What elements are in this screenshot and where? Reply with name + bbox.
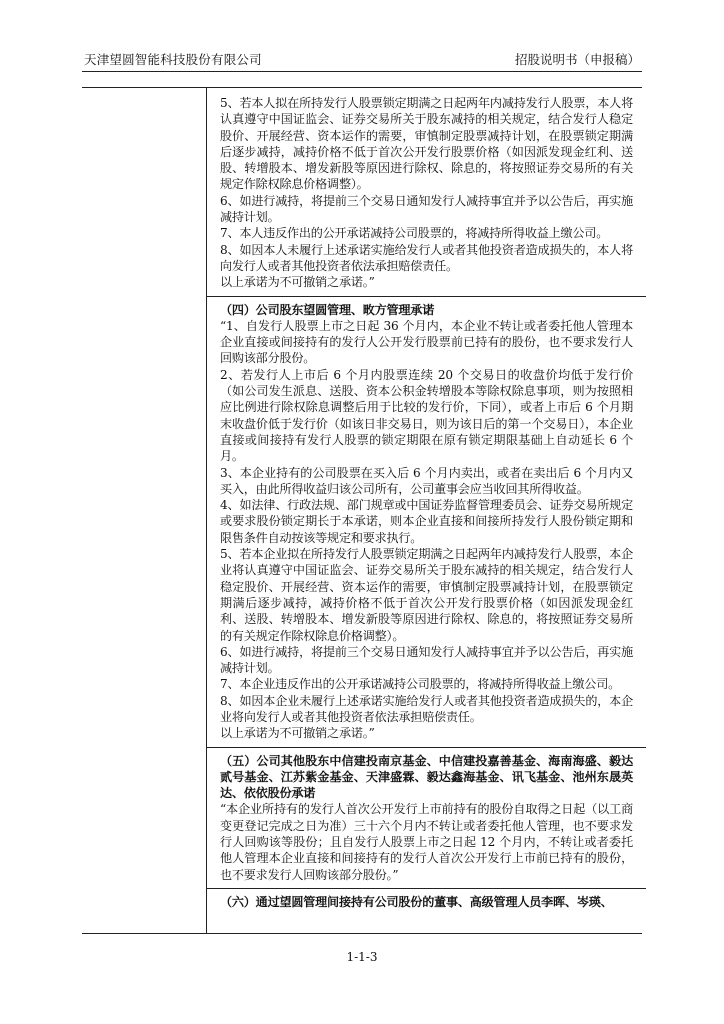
paragraph: 6、如进行减持，将提前三个交易日通知发行人减持事宜并予以公告后，再实施减持计划。 xyxy=(220,644,633,676)
header-rule xyxy=(82,71,642,72)
paragraph: 8、如因本人未履行上述承诺实施给发行人或者其他投资者造成损失的，本人将向发行人或者其他投资者依法承担赔偿责任。 xyxy=(220,242,633,273)
paragraph: 5、若本企业拟在所持发行人股票锁定期满之日起两年内减持发行人股票，本企业将认真遵守中国证监会、证券交易所关于股东减持的相关规定，结合发行人稳定股价、开展经营、资本运作的需要，审慎制定股票减持计划，在股票锁定期满后逐步减持，减持价格不低于首次公开发行股票价格（如因派发现金红利、送股、转增股本、增发新股等原因进行除权、除息的，将按照证券交易所的有关规定作除权除息价格调整）。 xyxy=(220,547,633,643)
paragraph: “1、自发行人股票上市之日起 36 个月内，本企业不转让或者委托他人管理本企业直接或间接持有的发行人公开发行股票前已持有的股份，也不要求发行人回购该部分股份。 xyxy=(220,318,633,366)
column-divider xyxy=(206,88,207,933)
paragraph: 7、本企业违反作出的公开承诺减持公司股票的，将减持所得收益上缴公司。 xyxy=(220,677,620,692)
commitment-block-other-shareholders xyxy=(220,753,633,883)
paragraph: 以上承诺为不可撤销之承诺。” xyxy=(220,726,375,741)
header-company: 天津望圆智能科技股份有限公司 xyxy=(84,52,262,67)
table-frame xyxy=(82,87,642,934)
commitment-block-directors xyxy=(220,894,633,910)
commitment-block-person xyxy=(220,95,633,291)
row-divider xyxy=(207,747,646,748)
paragraph: 7、本人违反作出的公开承诺减持公司股票的，将减持所得收益上缴公司。 xyxy=(220,226,609,241)
row-divider xyxy=(207,888,646,889)
paragraph: “本企业所持有的发行人首次公开发行上市前持有的股份自取得之日起（以工商变更登记完成之日为准）三十六个月内不转让或者委托他人管理，也不要求发行人回购该等股份；且自发行人股票上市之日起 12 个月内，不转让或者委托他人管理本企业直接和间接持有的发行人首次公开发行上市前已持有的股份，也不要求发行人回购该部分股份。” xyxy=(220,802,633,882)
section-heading: （六）通过望圆管理间接持有公司股份的董事、高级管理人员李晖、岑瑛、 xyxy=(220,894,613,909)
row-divider xyxy=(207,296,646,297)
paragraph: 8、如因本企业未履行上述承诺实施给发行人或者其他投资者造成损失的，本企业将向发行人或者其他投资者依法承担赔偿责任。 xyxy=(220,693,633,724)
paragraph: 2、若发行人上市后 6 个月内股票连续 20 个交易日的收盘价均低于发行价（如公司发生派息、送股、资本公积金转增股本等除权除息事项，则为按照相应比例进行除权除息调整后用于比较的发行价，下同），或者上市后 6 个月期末收盘价低于发行价（如该日非交易日，则为该日后的第一个交易日），本企业直接或间接持有发行人股票的锁定期限在原有锁定期限基础上自动延长 6 个月。 xyxy=(220,367,633,464)
paragraph: 以上承诺为不可撤销之承诺。” xyxy=(220,275,375,290)
paragraph: 5、若本人拟在所持发行人股票锁定期满之日起两年内减持发行人股票，本人将认真遵守中国证监会、证券交易所关于股东减持的相关规定，结合发行人稳定股价、开展经营、资本运作的需要，审慎制定股票减持计划，在股票锁定期满后逐步减持，减持价格不低于首次公开发行股票价格（如因派发现金红利、送股、转增股本、增发新股等原因进行除权、除息的，将按照证券交易所的有关规定作除权除息价格调整）。 xyxy=(220,96,633,192)
header-doc-title: 招股说明书（申报稿） xyxy=(514,52,640,67)
paragraph: 3、本企业持有的公司股票在买入后 6 个月内卖出，或者在卖出后 6 个月内又买入，由此所得收益归该公司所有，公司董事会应当收回其所得收益。 xyxy=(220,465,633,496)
section-heading: （五）公司其他股东中信建投南京基金、中信建投嘉善基金、海南海盛、毅达贰号基金、江苏紫金基金、天津盛霖、毅达鑫海基金、讯飞基金、池州东晟英达、依依股份承诺 xyxy=(220,753,633,801)
page-number: 1-1-3 xyxy=(346,950,378,964)
content-column xyxy=(220,95,633,910)
section-heading: （四）公司股东望圆管理、畋方管理承诺 xyxy=(220,302,435,317)
commitment-block-shareholders xyxy=(220,302,633,742)
paragraph: 4、如法律、行政法规、部门规章或中国证券监督管理委员会、证券交易所规定或要求股份锁定期长于本承诺，则本企业直接和间接所持发行人股份锁定期和限售条件自动按该等规定和要求执行。 xyxy=(220,498,633,545)
paragraph: 6、如进行减持，将提前三个交易日通知发行人减持事宜并予以公告后，再实施减持计划。 xyxy=(220,193,633,225)
